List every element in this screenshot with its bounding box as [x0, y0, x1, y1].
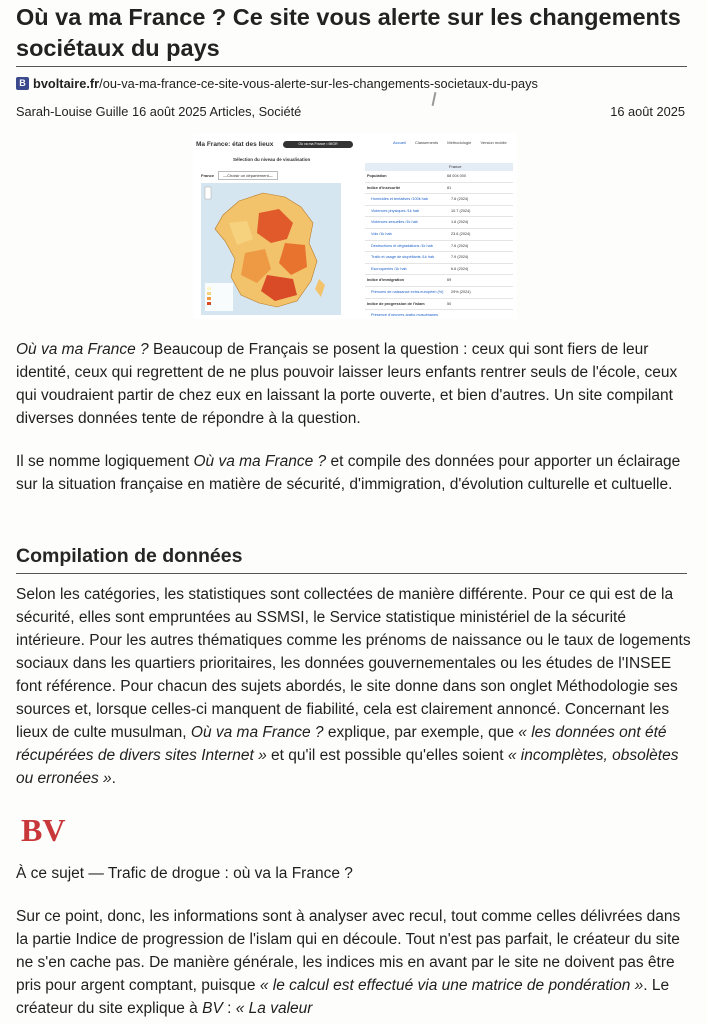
- row-value: 68 004 000: [447, 174, 467, 178]
- paragraph-site: [16, 450, 692, 496]
- bv-logo: [20, 812, 69, 846]
- paragraph-intro: [16, 338, 692, 430]
- row-label: Indice de progression de l'islam: [367, 301, 425, 306]
- italic-site-name: Où va ma France ?: [193, 453, 327, 470]
- paragraph-text: Il se nomme logiquement: [16, 453, 194, 470]
- bv-logo-text: BV: [21, 812, 66, 846]
- table-row: [365, 229, 513, 241]
- italic-site-name: Où va ma France ?: [190, 724, 324, 741]
- row-value: 6.6 (2024): [451, 266, 469, 271]
- paragraph-text: .: [111, 770, 116, 787]
- table-row: [365, 183, 513, 195]
- row-label: Indice d'immigration: [367, 278, 404, 283]
- row-value: 7.9 (2024): [451, 255, 469, 260]
- article-title: Où va ma France ? Ce site vous alerte sur les changements sociétaux du pays: [16, 4, 681, 61]
- shot-dropdown-value: —Choisir un département—: [218, 171, 278, 180]
- source-domain: bvoltaire.fr: [33, 76, 100, 91]
- row-label: Vols /1k hab: [371, 231, 392, 236]
- row-value: 50: [447, 301, 452, 306]
- table-row: [365, 310, 513, 319]
- table-row: [365, 252, 513, 264]
- row-value: 7.6 (2024): [451, 243, 469, 248]
- paragraph-analysis: [16, 905, 692, 1020]
- paragraph-text: et qu'il est possible qu'elles soient: [266, 747, 508, 764]
- italic-quote: « les données ont été récupérées de divers sites Internet »: [16, 724, 667, 764]
- source-url[interactable]: [16, 76, 538, 91]
- shot-title: Ma France: état des lieux: [196, 141, 274, 148]
- shot-france-map: [201, 183, 341, 315]
- table-row: [365, 171, 513, 183]
- row-label: Trafic et usage de stupéfiants /1k hab: [371, 255, 435, 260]
- pencil-mark: [432, 92, 437, 106]
- shot-table-header: France: [365, 163, 513, 171]
- table-row: [365, 299, 513, 311]
- heading-divider: [16, 573, 687, 574]
- italic-quote: « La valeur: [235, 1000, 313, 1017]
- shot-dropdown: [201, 171, 278, 180]
- italic-quote: « le calcul est effectué via une matrice de pondération »: [259, 977, 644, 994]
- publish-date: 16 août 2025: [610, 104, 685, 119]
- shot-dropdown-label: France: [201, 173, 215, 178]
- table-row: [365, 194, 513, 206]
- shot-nav: [393, 140, 515, 145]
- row-value: [451, 310, 513, 319]
- article-screenshot: [193, 133, 517, 319]
- byline: Sarah-Louise Guille 16 août 2025 Articles, Société: [16, 104, 302, 119]
- row-label: Destructions et dégradations /1k hab: [371, 243, 433, 248]
- table-row: [365, 275, 513, 287]
- shot-pill: Où va ma France • MIGR: [283, 141, 353, 148]
- paragraph-text: . Le créateur du site explique à: [16, 977, 670, 1017]
- row-value: 23.6 (2024): [451, 231, 471, 236]
- row-label: Violences physiques /1k hab: [371, 208, 420, 213]
- section-heading: Compilation de données: [16, 545, 243, 567]
- row-label: Escroqueries /1k hab: [371, 266, 407, 271]
- italic-site-name: Où va ma France ?: [16, 341, 149, 358]
- shot-nav-method: Méthodologie: [447, 140, 472, 145]
- row-label: Présence d'oeuvres arabo-musulmanes: [371, 313, 438, 318]
- table-row: [365, 217, 513, 229]
- paragraph-text: explique, par exemple, que: [323, 724, 519, 741]
- shot-nav-home: Accueil: [393, 140, 406, 145]
- row-value: 29% (2024): [451, 289, 471, 294]
- row-value: 81: [447, 185, 452, 190]
- row-value: 1.6 (2024): [451, 220, 469, 225]
- row-label: Indice d'insécurité: [367, 185, 401, 190]
- table-row: [365, 241, 513, 253]
- italic-bv: BV: [202, 1000, 223, 1017]
- row-label: Violences sexuelles /1k hab: [371, 220, 418, 225]
- row-label: Prénoms de naissance extra-européen (%): [371, 289, 444, 294]
- title-divider: [16, 66, 687, 67]
- bvoltaire-favicon-icon: B: [16, 77, 29, 90]
- table-row: [365, 287, 513, 299]
- table-row: [365, 264, 513, 276]
- row-label: Homicides et tentatives /100k hab: [371, 197, 428, 202]
- related-article-link[interactable]: À ce sujet — Trafic de drogue : où va la France ?: [16, 865, 353, 882]
- table-row: [365, 206, 513, 218]
- paragraph-text: :: [222, 1000, 236, 1017]
- row-label: Population: [367, 174, 387, 178]
- shot-nav-mobile: Version mobile: [480, 140, 507, 145]
- source-path: /ou-va-ma-france-ce-site-vous-alerte-sur-les-changements-societaux-du-pays: [99, 76, 538, 91]
- paragraph-text: Selon les catégories, les statistiques sont collectées de manière différente. Pour ce qui est de la sécurité, elles sont empruntées au SSMSI, le Service statistique ministériel de la sécurité intérieure. Pour les autres thématiques comme les prénoms de naissance ou le taux de logements sociaux dans les quartiers prioritaires, les données gouvernementales ou les études de l'INSEE font référence. Pour chacun des sujets abordés, le site donne dans son onglet Méthodologie ses sources et, lorsque celles-ci manquent de fiabilité, cela est clairement annoncé. Concernant les lieux de culte musulman,: [16, 586, 691, 741]
- shot-table: [365, 163, 513, 319]
- shot-selection-label: Sélection du niveau de visualisation: [233, 157, 311, 162]
- paragraph-text: Beaucoup de Français se posent la question : ceux qui sont fiers de leur identité, ceux qui regrettent de ne plus pouvoir laisser leurs enfants rentrer seuls de l'école, ceux qui voudraient partir de chez eux en laissant la porte ouverte, et bien d'autres. Un site compilant diverses données tente de répondre à la question.: [16, 341, 678, 427]
- shot-nav-rankings: Classements: [415, 140, 439, 145]
- paragraph-text: et compile des données pour apporter un éclairage sur la situation française en matière de sécurité, d'immigration, d'évolution culturelle et cultuelle.: [16, 453, 681, 493]
- paragraph-compilation: [16, 583, 692, 790]
- row-value: 69: [447, 278, 452, 283]
- row-value: 7.6 (2024): [451, 197, 469, 202]
- row-value: 10.7 (2024): [451, 208, 471, 213]
- paragraph-text: Sur ce point, donc, les informations sont à analyser avec recul, tout comme celles délivrées dans la partie Indice de progression de l'islam qui en découle. Tout n'est pas parfait, le créateur du site ne s'en cache pas. De manière générale, les indices mis en avant par le site ne doivent pas être pris pour argent comptant, puisque: [16, 908, 681, 994]
- italic-quote: « incomplètes, obsolètes ou erronées »: [16, 747, 679, 787]
